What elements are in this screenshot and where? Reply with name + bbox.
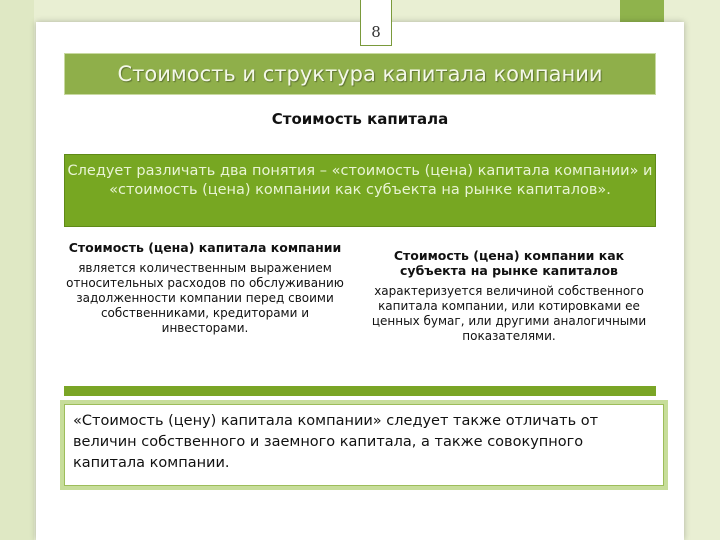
right-column-body: характеризуется величиной собственного капитала компании, или котировками ее ценных бумаг, или другими аналогичными показателями.	[371, 284, 647, 343]
intro-box: Следует различать два понятия – «стоимость (цена) капитала компании» и «стоимость (цена) компании как субъекта на рынке капиталов».	[64, 154, 656, 227]
right-column-title: Стоимость (цена) компании как субъекта на рынке капиталов	[393, 248, 625, 278]
green-divider	[64, 386, 656, 396]
left-column-body: является количественным выражением относительных расходов по обслуживанию задолженности компании перед своими собственниками, кредиторами и инвесторами.	[66, 261, 344, 335]
left-decor-stripe	[0, 0, 34, 540]
page-number: 8	[360, 0, 392, 46]
left-column-title: Стоимость (цена) капитала компании	[68, 240, 342, 255]
section-subtitle: Стоимость капитала	[271, 110, 449, 128]
right-column	[362, 248, 656, 344]
slide-title: Стоимость и структура капитала компании	[64, 53, 656, 95]
left-column	[66, 240, 344, 336]
note-box: «Стоимость (цену) капитала компании» следует также отличать от величин собственного и заемного капитала, а также совокупного капитала компании.	[64, 404, 664, 486]
